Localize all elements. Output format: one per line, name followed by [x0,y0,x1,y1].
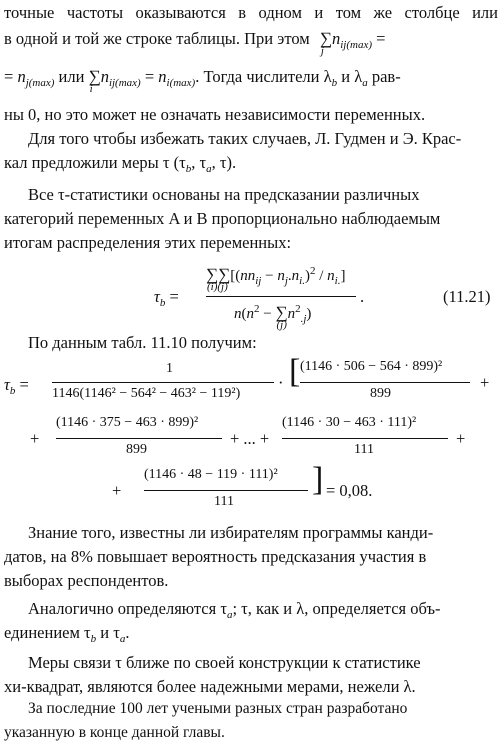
equation-number: (11.21) [443,287,491,306]
formula-11-21 [154,260,374,330]
fraction-bar [56,438,222,439]
fraction-bar [300,382,470,383]
term2-den: 899 [126,442,147,457]
text-line: Аналогично определяются $\tau_a$; τ, как и λ, определяется объ- [28,599,441,621]
sum-symbol: ∑ j [319,29,332,57]
multiply-dot: · [278,373,284,392]
text-span: , τ [191,153,207,172]
text-line: Все τ-статистики основаны на предсказании различных [28,185,420,204]
term4-num: (1146 · 48 − 119 · 111)² [144,467,278,482]
text-line: По данным табл. 11.10 получим: [28,333,257,352]
plus-sign: + [112,481,122,500]
text-line: указанную в конце данной главы. [4,724,225,741]
text-span: единением τ [4,623,91,642]
formula-lhs: $\tau_b$ = [154,287,179,309]
term3-num: (1146 · 30 − 463 · 111)² [282,415,417,430]
formula-period: . [360,287,365,306]
term2-num: (1146 · 375 − 463 · 899)² [56,415,199,430]
ellipsis-plus: + ... + [230,429,270,448]
text-line: Меры связи τ ближе по своей конструкции к статистике [28,653,421,672]
text-line: хи-квадрат, являются более надежными мерами, нежели λ. [4,677,416,696]
text-line: точные частоты оказываются в одном и том же столбце или [4,3,498,22]
text-span: кал предложили меры τ (τ [4,153,186,172]
term3-den: 111 [354,442,374,457]
bracket-close: ] [312,461,324,498]
text-line: единением $\tau_b$ и $\tau_a$. [4,623,130,645]
text-line: Для того чтобы избежать таких случаев, Л. Гудмен и Э. Крас- [28,129,462,148]
fraction-bar [282,438,448,439]
text-line: кал предложили меры τ ($\tau_b$, $\tau_a$, τ). [4,153,237,175]
term1-num: (1146 · 506 − 564 · 899)² [300,359,443,374]
text-line: датов, на 8% повышает вероятность предсказания участия в [4,547,427,566]
fraction-bar [144,490,308,491]
frac1-den: 1146(1146² − 564² − 463² − 119²) [52,386,241,401]
text-line: категорий переменных A и B пропорционально наблюдаемым [4,209,441,228]
term1-den: 899 [370,386,391,401]
text-span: Тогда числители λ [203,67,332,86]
bracket-open: [ [289,353,301,390]
text-span: , τ). [211,153,237,172]
text-span: рав- [367,67,401,86]
tau-b-lhs: $\tau_b$ = [4,375,29,397]
text-span: в одной и той же строке таблицы. При этом [4,29,310,48]
formula-denominator: $n(n^2$ − ∑ (j) $n^2_{.j}$) [234,303,312,331]
plus-sign: + [456,429,466,448]
text-line: в одной и той же строке таблицы. При этом ∑ j $n_{ij(max)}$ = [4,29,386,57]
plus-sign: + [30,429,40,448]
formula-numerator: ∑∑ (i)(j) $[(nn_{ij} - n_j.n_{i.})^2 / n_{i.}]$ [206,265,346,293]
text-line: За последние 100 лет учеными разных стран разработано [28,700,408,717]
text-span: ; τ, как и λ, определяется объ- [232,599,441,618]
term4-den: 111 [214,494,234,509]
text-line: ны 0, но это может не означать независимости переменных. [4,105,426,124]
sum-symbol: ∑ i [88,67,101,95]
text-span: и λ [337,67,363,86]
fraction-bar [52,382,274,383]
text-span: и τ [96,623,120,642]
result-value: = 0,08. [326,481,373,500]
frac1-num: 1 [166,361,173,376]
text-line: = $n_{j(max)}$ или ∑ i $n_{ij(max)} = n_{i(max)}$. Тогда числители $\lambda_b$ и $\lambda_a$ рав- [4,67,401,95]
text-line: выборах респондентов. [4,571,169,590]
text-line: Знание того, известны ли избирателям программы канди- [28,523,434,542]
plus-sign: + [480,373,490,392]
text-line: итогам распределения этих переменных: [4,233,292,252]
text-span: или [54,67,85,86]
fraction-bar [206,296,356,297]
text-span: Аналогично определяются τ [28,599,227,618]
